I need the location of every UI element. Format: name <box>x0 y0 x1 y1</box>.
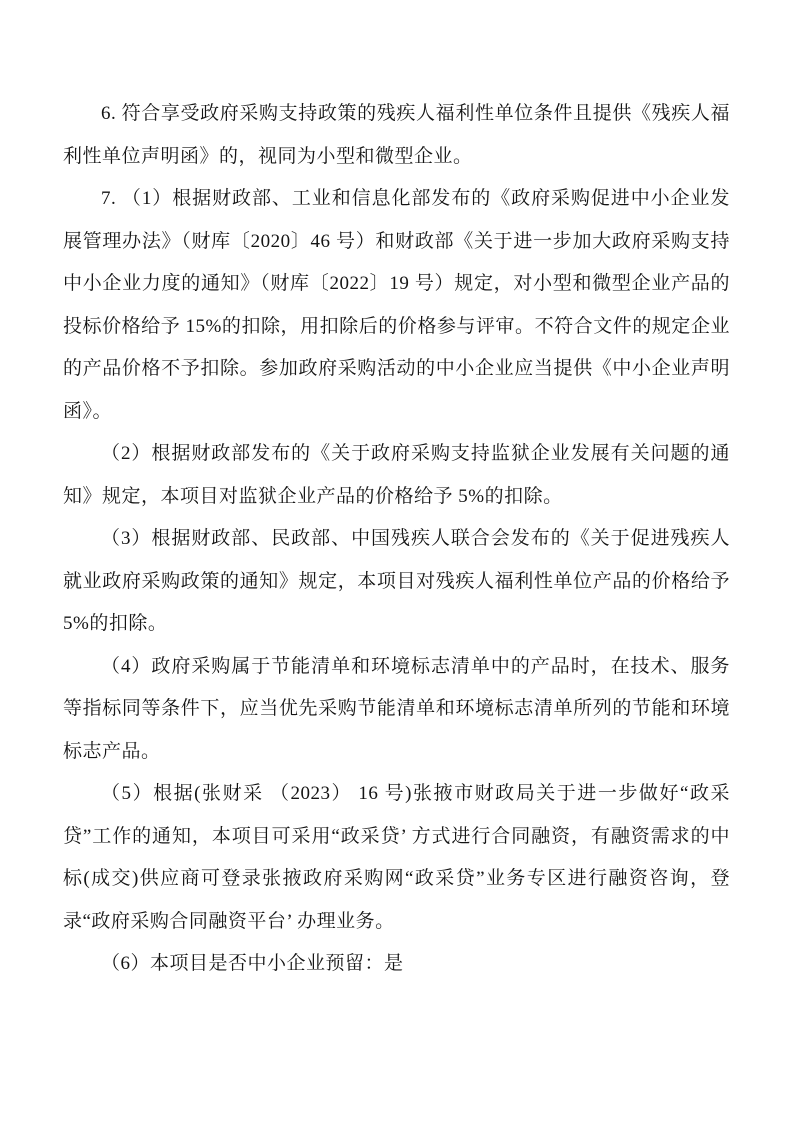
paragraph-7-4: （4）政府采购属于节能清单和环境标志清单中的产品时，在技术、服务等指标同等条件下，应当优先采购节能清单和环境标志清单所列的节能和环境标志产品。 <box>63 655 730 762</box>
paragraph-7-1: 7. （1）根据财政部、工业和信息化部发布的《政府采购促进中小企业发展管理办法》（财库〔2020〕46 号）和财政部《关于进一步加大政府采购支持中小企业力度的通知》（财库〔2022〕19 号）规定，对小型和微型企业产品的投标价格给予 15%的扣除，用扣除后的价格参与评审。不符合文件的规定企业的产品价格不予扣除。参加政府采购活动的中小企业应当提供《中小企业声明函》。 <box>63 188 730 422</box>
paragraph-7-6: （6）本项目是否中小企业预留：是 <box>101 953 404 974</box>
paragraph-7-3: （3）根据财政部、民政部、中国残疾人联合会发布的《关于促进残疾人就业政府采购政策的通知》规定，本项目对残疾人福利性单位产品的价格给予 5%的扣除。 <box>63 528 730 634</box>
paragraph-7-2: （2）根据财政部发布的《关于政府采购支持监狱企业发展有关问题的通知》规定，本项目对监狱企业产品的价格给予 5%的扣除。 <box>63 443 730 507</box>
paragraph-6: 6. 符合享受政府采购支持政策的残疾人福利性单位条件且提供《残疾人福利性单位声明函》的，视同为小型和微型企业。 <box>63 103 730 167</box>
paragraph-7-5: （5）根据(张财采 （2023） 16 号)张掖市财政局关于进一步做好“政采贷”工作的通知，本项目可采用“政采贷’ 方式进行合同融资，有融资需求的中标(成交)供应商可登录张掖政府采购网“政采贷”业务专区进行融资咨询，登录“政府采购合同融资平台’ 办理业务。 <box>63 783 730 932</box>
document-body <box>63 93 730 986</box>
